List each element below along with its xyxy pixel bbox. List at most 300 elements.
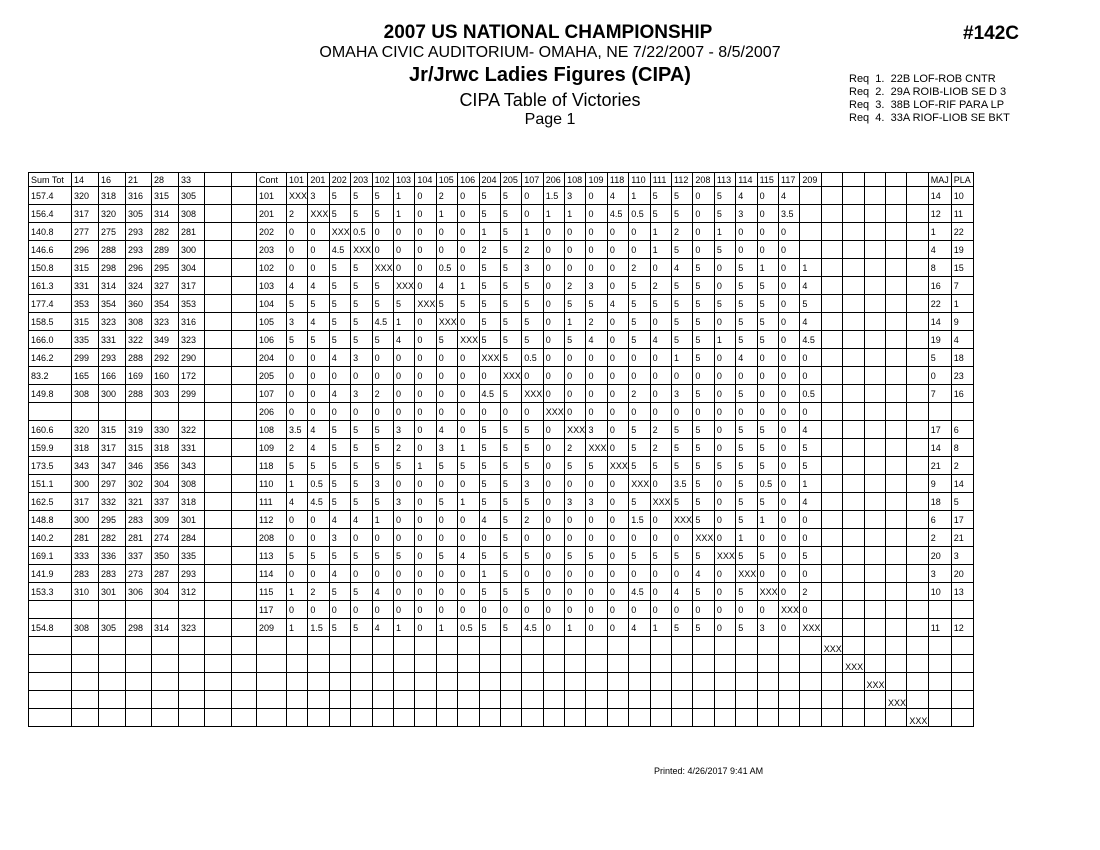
place-cell: 10 — [951, 187, 973, 205]
contestant-cell: 209 — [257, 619, 287, 637]
victory-cell: 0 — [287, 529, 308, 547]
table-row — [29, 421, 974, 439]
empty-cell — [29, 673, 72, 691]
victory-cell: 5 — [629, 421, 650, 439]
blank-cell — [232, 493, 257, 511]
blank-cell — [205, 493, 232, 511]
victory-cell: 0 — [372, 349, 393, 367]
victory-cell: 5 — [500, 313, 521, 331]
sum-total-cell: 141.9 — [29, 565, 72, 583]
empty-cell — [522, 655, 543, 673]
victory-cell: 0 — [543, 259, 564, 277]
victory-cell: 5 — [736, 619, 757, 637]
victory-cell — [864, 439, 885, 457]
column-header: 105 — [436, 173, 457, 187]
empty-cell — [757, 637, 778, 655]
empty-cell — [179, 637, 205, 655]
table-row — [29, 637, 974, 655]
judge-score-cell: 327 — [152, 277, 179, 295]
victory-cell — [843, 457, 864, 475]
victory-cell: 5 — [736, 331, 757, 349]
victory-cell: 0 — [458, 313, 479, 331]
column-header: 117 — [778, 173, 799, 187]
empty-cell — [757, 691, 778, 709]
victory-cell: 4 — [778, 187, 799, 205]
table-row — [29, 367, 974, 385]
sum-total-cell: 140.8 — [29, 223, 72, 241]
victory-cell: 1 — [543, 205, 564, 223]
empty-cell — [951, 709, 973, 727]
victory-cell: 5 — [308, 547, 329, 565]
victory-cell: 1 — [565, 619, 586, 637]
victory-cell: 0 — [693, 223, 714, 241]
majority-cell: 14 — [928, 313, 951, 331]
place-cell: 1 — [951, 295, 973, 313]
victory-cell: 0.5 — [308, 475, 329, 493]
victory-cell: 0 — [565, 367, 586, 385]
judge-score-cell: 306 — [126, 583, 152, 601]
victory-cell: 5 — [586, 547, 607, 565]
empty-cell — [257, 691, 287, 709]
blank-cell — [205, 295, 232, 313]
majority-cell: 2 — [928, 529, 951, 547]
victory-cell — [907, 403, 928, 421]
victory-cell: 3 — [586, 493, 607, 511]
blank-cell — [232, 313, 257, 331]
victory-cell — [864, 565, 885, 583]
victory-cell: 0 — [436, 223, 457, 241]
majority-cell: 21 — [928, 457, 951, 475]
victory-cell: 5 — [693, 439, 714, 457]
victory-cell: 0 — [393, 529, 414, 547]
place-cell — [951, 601, 973, 619]
victory-cell: 4 — [308, 313, 329, 331]
empty-cell — [778, 673, 799, 691]
victory-cell — [843, 223, 864, 241]
victory-cell: 5 — [736, 457, 757, 475]
judge-score-cell: 320 — [72, 421, 99, 439]
victory-cell: 0.5 — [436, 259, 457, 277]
empty-cell — [500, 709, 521, 727]
empty-cell — [500, 637, 521, 655]
victory-cell — [907, 439, 928, 457]
victory-cell: 0 — [778, 241, 799, 259]
judge-score-cell: 318 — [72, 439, 99, 457]
contestant-cell: 113 — [257, 547, 287, 565]
place-cell: 20 — [951, 565, 973, 583]
victory-cell: 0 — [479, 529, 500, 547]
victory-cell: 0 — [629, 565, 650, 583]
victory-cell — [885, 205, 906, 223]
victory-cell: XXX — [778, 601, 799, 619]
judge-score-cell: 319 — [126, 421, 152, 439]
victory-cell: 4 — [672, 583, 693, 601]
majority-cell: 7 — [928, 385, 951, 403]
victory-cell: 0 — [287, 601, 308, 619]
judge-score-cell: 322 — [126, 331, 152, 349]
blank-cell — [232, 259, 257, 277]
empty-cell — [843, 691, 864, 709]
empty-cell — [179, 655, 205, 673]
judge-score-cell: 289 — [152, 241, 179, 259]
victory-cell: 0 — [778, 511, 799, 529]
victory-cell: 4 — [650, 331, 671, 349]
judge-score-cell: 310 — [72, 583, 99, 601]
judge-score-cell: 277 — [72, 223, 99, 241]
victory-cell — [885, 493, 906, 511]
column-header: 115 — [757, 173, 778, 187]
victory-cell — [843, 295, 864, 313]
place-cell — [951, 403, 973, 421]
victory-cell: 5 — [393, 457, 414, 475]
empty-cell — [543, 655, 564, 673]
blank-cell — [205, 547, 232, 565]
victory-cell: 0 — [543, 529, 564, 547]
victory-cell — [907, 187, 928, 205]
victory-cell: 0 — [714, 619, 735, 637]
empty-cell — [99, 637, 126, 655]
victory-cell: 0.5 — [757, 475, 778, 493]
empty-cell — [522, 709, 543, 727]
empty-cell — [393, 691, 414, 709]
table-row — [29, 277, 974, 295]
victory-cell: 5 — [329, 313, 350, 331]
empty-cell — [736, 637, 757, 655]
victory-cell: 0 — [565, 511, 586, 529]
victory-cell: 0 — [415, 259, 436, 277]
empty-cell — [543, 673, 564, 691]
victory-cell — [907, 331, 928, 349]
victory-cell: 0 — [586, 403, 607, 421]
victory-cell: 0 — [415, 223, 436, 241]
contestant-cell: 108 — [257, 421, 287, 439]
judge-score-cell: 346 — [126, 457, 152, 475]
victory-cell: 5 — [629, 295, 650, 313]
judge-score-cell: 288 — [99, 241, 126, 259]
victory-cell — [800, 187, 821, 205]
victory-cell: 0 — [393, 241, 414, 259]
blank-cell — [205, 529, 232, 547]
victory-cell: 0 — [650, 583, 671, 601]
judge-score-cell: 347 — [99, 457, 126, 475]
victory-cell: 0 — [287, 367, 308, 385]
victory-cell: XXX — [351, 241, 372, 259]
victory-cell: 0 — [607, 223, 628, 241]
judge-score-cell: 318 — [179, 493, 205, 511]
empty-cell — [650, 673, 671, 691]
victory-cell: 0 — [757, 349, 778, 367]
victory-cell — [864, 259, 885, 277]
empty-cell — [415, 673, 436, 691]
victory-cell: 0 — [393, 385, 414, 403]
empty-cell — [205, 673, 232, 691]
victory-cell: 5 — [351, 619, 372, 637]
victory-cell: 0 — [458, 475, 479, 493]
empty-cell — [714, 691, 735, 709]
blank-cell — [232, 241, 257, 259]
victory-cell: 5 — [522, 421, 543, 439]
victory-cell: 5 — [372, 457, 393, 475]
empty-cell — [629, 691, 650, 709]
victory-cell: 5 — [351, 295, 372, 313]
place-cell: 5 — [951, 493, 973, 511]
victory-cell: 5 — [672, 331, 693, 349]
victory-cell: 1 — [458, 493, 479, 511]
victory-cell: 0 — [714, 367, 735, 385]
event-number: #142C — [963, 23, 1019, 44]
judge-score-cell: 303 — [152, 385, 179, 403]
victory-cell: 4 — [287, 277, 308, 295]
contestant-cell: 106 — [257, 331, 287, 349]
empty-cell — [522, 637, 543, 655]
judge-score-cell: 304 — [152, 583, 179, 601]
judge-score-cell — [126, 403, 152, 421]
victory-cell: 4 — [351, 511, 372, 529]
empty-cell — [843, 709, 864, 727]
victory-cell: 0 — [800, 511, 821, 529]
victory-cell: 5 — [500, 241, 521, 259]
victory-cell: 0 — [714, 601, 735, 619]
blank-cell — [232, 421, 257, 439]
judge-score-cell: 297 — [99, 475, 126, 493]
judge-score-cell: 284 — [179, 529, 205, 547]
victory-cell — [864, 367, 885, 385]
victory-cell — [821, 457, 842, 475]
judge-score-cell: 360 — [126, 295, 152, 313]
victory-cell: 5 — [329, 547, 350, 565]
judge-score-cell: 350 — [152, 547, 179, 565]
victory-cell: 5 — [500, 385, 521, 403]
judge-score-cell: 281 — [179, 223, 205, 241]
empty-cell — [672, 637, 693, 655]
empty-cell — [372, 673, 393, 691]
victory-cell: XXX — [607, 457, 628, 475]
victory-cell: 0 — [415, 529, 436, 547]
empty-cell — [565, 655, 586, 673]
victory-cell: 2 — [650, 421, 671, 439]
victory-cell — [843, 385, 864, 403]
place-cell: 6 — [951, 421, 973, 439]
victory-cell: 5 — [500, 277, 521, 295]
victory-cell: 5 — [693, 385, 714, 403]
victory-cell: 0 — [565, 583, 586, 601]
empty-cell — [821, 709, 842, 727]
empty-cell — [565, 691, 586, 709]
victory-cell: 4.5 — [522, 619, 543, 637]
victory-cell: 0 — [522, 187, 543, 205]
victory-cell: 5 — [308, 331, 329, 349]
empty-cell — [500, 691, 521, 709]
empty-cell — [458, 709, 479, 727]
victory-cell — [907, 547, 928, 565]
victory-cell: 0 — [757, 241, 778, 259]
victory-cell — [821, 259, 842, 277]
judge-score-cell: 335 — [72, 331, 99, 349]
victory-cell: 0 — [778, 277, 799, 295]
victory-cell: 5 — [351, 475, 372, 493]
victory-cell: 5 — [672, 493, 693, 511]
empty-cell — [629, 673, 650, 691]
victory-cell: 5 — [329, 457, 350, 475]
victory-cell: 5 — [393, 547, 414, 565]
victory-cell: 0 — [308, 511, 329, 529]
victory-cell: 5 — [436, 331, 457, 349]
judge-score-cell: 315 — [126, 439, 152, 457]
victory-cell: 0 — [308, 403, 329, 421]
blank-cell — [205, 601, 232, 619]
judge-score-cell: 308 — [72, 619, 99, 637]
requirement-3: Req 3. 38B LOF-RIF PARA LP — [849, 99, 1005, 111]
column-header — [821, 173, 842, 187]
victory-cell: 0 — [650, 313, 671, 331]
empty-cell — [458, 673, 479, 691]
blank-cell — [205, 583, 232, 601]
victory-cell: 0 — [629, 349, 650, 367]
victory-cell: 0 — [543, 385, 564, 403]
victory-cell — [821, 313, 842, 331]
victory-cell: 0 — [458, 529, 479, 547]
judge-score-cell: 295 — [152, 259, 179, 277]
victory-cell: 3 — [565, 493, 586, 511]
victory-cell: 0 — [586, 259, 607, 277]
empty-cell — [372, 709, 393, 727]
victory-cell: 5 — [500, 583, 521, 601]
empty-cell — [821, 691, 842, 709]
victory-cell: 5 — [500, 421, 521, 439]
victory-cell: 5 — [500, 511, 521, 529]
victory-cell: 5 — [500, 259, 521, 277]
victory-cell — [864, 601, 885, 619]
judge-score-cell: 315 — [99, 421, 126, 439]
victory-cell: 4 — [736, 349, 757, 367]
blank-cell — [205, 331, 232, 349]
victory-cell: XXX — [543, 403, 564, 421]
victory-cell — [821, 439, 842, 457]
judge-score-cell: 305 — [179, 187, 205, 205]
judge-score-cell: 324 — [126, 277, 152, 295]
empty-cell — [951, 637, 973, 655]
victory-cell: 0 — [629, 529, 650, 547]
victory-cell: 0 — [372, 565, 393, 583]
victory-cell: 0 — [565, 601, 586, 619]
column-header: 202 — [329, 173, 350, 187]
victory-cell: 0 — [543, 349, 564, 367]
victory-cell: 5 — [650, 187, 671, 205]
blank-cell — [232, 475, 257, 493]
victory-cell: 0 — [607, 403, 628, 421]
empty-cell — [607, 691, 628, 709]
empty-cell — [205, 655, 232, 673]
place-cell: 13 — [951, 583, 973, 601]
report-subtitle: CIPA Table of Victories — [459, 90, 641, 110]
judge-score-cell: 281 — [126, 529, 152, 547]
victory-cell: 5 — [757, 421, 778, 439]
victory-cell: 4 — [479, 511, 500, 529]
victory-cell: 0 — [693, 367, 714, 385]
victory-cell: 5 — [372, 421, 393, 439]
victory-cell: 2 — [629, 259, 650, 277]
judge-score-cell: 317 — [72, 205, 99, 223]
victory-cell — [843, 421, 864, 439]
victory-cell: 5 — [351, 187, 372, 205]
victory-cell: 5 — [672, 313, 693, 331]
victory-cell — [864, 385, 885, 403]
victory-cell: 0 — [714, 583, 735, 601]
victory-cell: 5 — [500, 565, 521, 583]
victory-cell: XXX — [287, 187, 308, 205]
victory-cell: 0 — [714, 529, 735, 547]
majority-cell: 6 — [928, 511, 951, 529]
victory-cell: 0 — [308, 385, 329, 403]
victory-cell: 0 — [607, 259, 628, 277]
judge-score-cell: 354 — [99, 295, 126, 313]
victory-cell: 0 — [458, 385, 479, 403]
victory-cell: 5 — [672, 439, 693, 457]
judge-score-cell: 301 — [179, 511, 205, 529]
victory-cell: 4 — [607, 187, 628, 205]
empty-cell — [800, 691, 821, 709]
judge-score-cell: 353 — [72, 295, 99, 313]
column-header: 206 — [543, 173, 564, 187]
victory-cell: 0 — [393, 583, 414, 601]
victory-cell: 0 — [393, 259, 414, 277]
victory-cell: 0 — [458, 223, 479, 241]
blank-cell — [205, 439, 232, 457]
victory-cell: 3 — [586, 277, 607, 295]
victory-cell: 5 — [372, 439, 393, 457]
empty-cell — [99, 673, 126, 691]
place-cell: 16 — [951, 385, 973, 403]
judge-score-cell: 282 — [99, 529, 126, 547]
victory-cell: 0 — [458, 187, 479, 205]
victory-cell — [821, 241, 842, 259]
victory-cell: 0 — [329, 601, 350, 619]
empty-cell — [232, 655, 257, 673]
victory-cell: 5 — [693, 547, 714, 565]
empty-cell — [500, 673, 521, 691]
victory-cell: XXX — [693, 529, 714, 547]
column-header: 208 — [693, 173, 714, 187]
diagonal-mark-cell: XXX — [821, 637, 842, 655]
blank-cell — [205, 403, 232, 421]
empty-cell — [864, 637, 885, 655]
judge-score-cell — [72, 601, 99, 619]
empty-cell — [821, 673, 842, 691]
victory-cell — [821, 619, 842, 637]
victory-cell: 1 — [415, 457, 436, 475]
victory-cell: 5 — [479, 277, 500, 295]
championship-title: 2007 US NATIONAL CHAMPIONSHIP — [383, 22, 713, 43]
empty-cell — [372, 691, 393, 709]
empty-cell — [650, 709, 671, 727]
victory-cell: 1 — [650, 223, 671, 241]
victory-cell: 5 — [714, 187, 735, 205]
victory-cell — [843, 367, 864, 385]
victory-cell: 0 — [415, 367, 436, 385]
judge-score-cell: 322 — [179, 421, 205, 439]
contestant-cell: 206 — [257, 403, 287, 421]
sum-total-cell: 177.4 — [29, 295, 72, 313]
judge-score-cell: 353 — [179, 295, 205, 313]
blank-cell — [232, 403, 257, 421]
judge-score-cell: 314 — [152, 619, 179, 637]
victory-cell: 0 — [458, 205, 479, 223]
victory-cell: 0 — [436, 529, 457, 547]
victory-cell: 0 — [287, 223, 308, 241]
victory-cell — [821, 349, 842, 367]
victory-cell: 0 — [458, 421, 479, 439]
empty-cell — [287, 655, 308, 673]
